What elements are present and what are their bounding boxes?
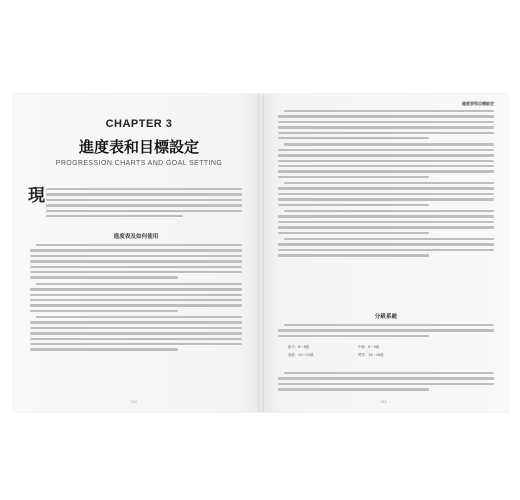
running-head: 進度表和目標設定 bbox=[462, 101, 494, 106]
section-heading-grading: 分級系統 bbox=[374, 314, 398, 320]
grading-intro-text bbox=[278, 324, 494, 340]
page-number-right: 121 bbox=[380, 400, 387, 404]
section-heading-progression: 進度表及如何使用 bbox=[113, 234, 159, 240]
chapter-label: CHAPTER 3 bbox=[105, 118, 173, 130]
left-body-text bbox=[30, 244, 242, 355]
chapter-subtitle: PROGRESSION CHARTS AND GOAL SETTING bbox=[55, 160, 223, 167]
intro-paragraph bbox=[46, 188, 242, 220]
closing-body-text bbox=[278, 372, 494, 394]
book-spread bbox=[14, 94, 508, 412]
grade-level-item: 中級：6～9級 bbox=[358, 345, 380, 349]
chapter-title: 進度表和目標設定 bbox=[78, 138, 199, 156]
grade-level-item: 新手：6～8級 bbox=[288, 345, 310, 349]
page-number-left: 120 bbox=[130, 400, 137, 404]
grade-level-list bbox=[288, 344, 488, 360]
left-page bbox=[14, 94, 259, 412]
dropcap: 現 bbox=[28, 186, 45, 206]
grade-level-item: 高級：10～15級 bbox=[288, 353, 314, 357]
right-page bbox=[264, 94, 508, 412]
grade-level-item: 菁英：16～18級 bbox=[358, 353, 384, 357]
right-body-text bbox=[278, 110, 494, 261]
